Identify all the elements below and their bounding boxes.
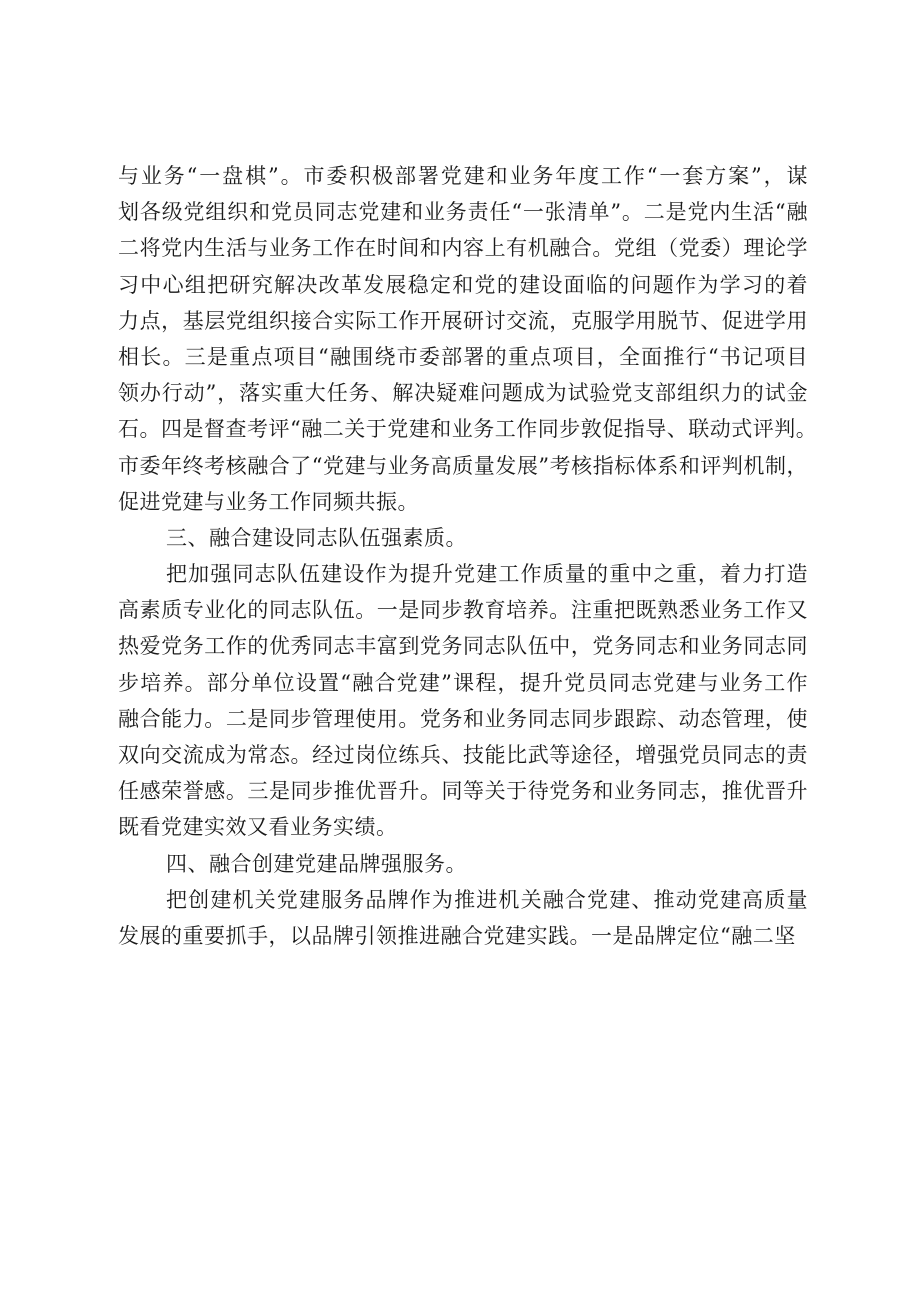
text-line: 划各级党组织和党员同志党建和业务责任“一张清单”。二是党内生活“融 (118, 200, 808, 225)
paragraph-team-building (118, 556, 808, 846)
text-line: 市委年终考核融合了“党建与业务高质量发展”考核指标体系和评判机制， (118, 453, 808, 478)
text-line: 把加强同志队伍建设作为提升党建工作质量的重中之重，着力打造 (166, 562, 808, 587)
text-line: 与业务“一盘棋”。市委积极部署党建和业务年度工作“一套方案”，谋 (118, 164, 808, 188)
text-line: 领办行动”，落实重大任务、解决疑难问题成为试验党支部组织力的试金 (118, 381, 808, 406)
text-line: 融合能力。二是同步管理使用。党务和业务同志同步跟踪、动态管理，使 (118, 706, 808, 731)
text-line: 习中心组把研究解决改革发展稳定和党的建设面临的问题作为学习的着 (118, 272, 808, 297)
section-heading: 三、融合建设同志队伍强素质。 (166, 525, 467, 550)
heading-section-four (118, 846, 808, 882)
text-line: 相长。三是重点项目“融围绕市委部署的重点项目，全面推行“书记项目 (118, 344, 808, 369)
text-line: 二将党内生活与业务工作在时间和内容上有机融合。党组（党委）理论学 (118, 236, 808, 261)
text-line: 热爱党务工作的优秀同志丰富到党务同志队伍中，党务同志和业务同志同 (118, 634, 808, 659)
text-line: 促进党建与业务工作同频共振。 (118, 489, 419, 514)
text-line: 高素质专业化的同志队伍。一是同步教育培养。注重把既熟悉业务工作又 (118, 598, 808, 623)
heading-section-three (118, 520, 808, 556)
text-line: 任感荣誉感。三是同步推优晋升。同等关于待党务和业务同志，推优晋升 (118, 779, 808, 804)
text-line: 石。四是督查考评“融二关于党建和业务工作同步敦促指导、联动式评判。 (118, 417, 818, 442)
paragraph-coordination (118, 158, 818, 520)
section-heading: 四、融合创建党建品牌强服务。 (166, 851, 467, 876)
text-line: 发展的重要抓手，以品牌引领推进融合党建实践。一是品牌定位“融二坚 (118, 923, 796, 948)
document-body (118, 158, 818, 954)
text-line: 既看党建实效又看业务实绩。 (118, 815, 398, 840)
text-line: 把创建机关党建服务品牌作为推进机关融合党建、推动党建高质量 (166, 887, 808, 912)
paragraph-brand-building (118, 882, 808, 954)
text-line: 步培养。部分单位设置“融合党建”课程，提升党员同志党建与业务工作 (118, 670, 808, 695)
text-line: 双向交流成为常态。经过岗位练兵、技能比武等途径，增强党员同志的责 (118, 743, 808, 767)
text-line: 力点，基层党组织接合实际工作开展研讨交流，克服学用脱节、促进学用 (118, 308, 808, 333)
